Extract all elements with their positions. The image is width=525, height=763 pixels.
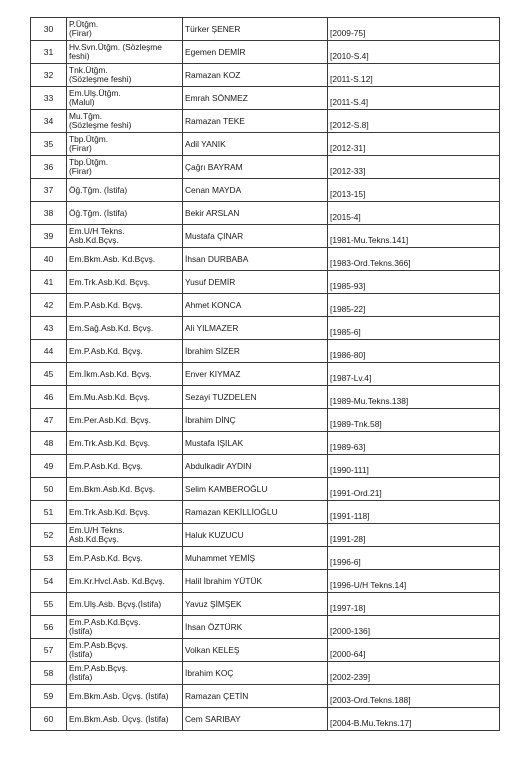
- rank-cell: P.Ütğm. (Firar): [67, 18, 183, 41]
- reference-cell: [2012-S.8]: [328, 110, 500, 133]
- rank-cell: Em.Bkm.Asb. Üçvş. (İstifa): [67, 685, 183, 708]
- row-number-cell: 51: [31, 501, 67, 524]
- name-cell: Cem SARIBAY: [183, 708, 328, 731]
- name-cell: Volkan KELEŞ: [183, 639, 328, 662]
- rank-cell: Em.P.Asb.Bçvş. (İstifa): [67, 662, 183, 685]
- row-number-cell: 36: [31, 156, 67, 179]
- row-number-cell: 56: [31, 616, 67, 639]
- name-cell: Emrah SÖNMEZ: [183, 87, 328, 110]
- rank-cell: Em.Ulş.Ütğm. (Malul): [67, 87, 183, 110]
- table-row: [31, 593, 500, 616]
- reference-cell: [2009-75]: [328, 18, 500, 41]
- reference-cell: [1997-18]: [328, 593, 500, 616]
- row-number-cell: 49: [31, 455, 67, 478]
- row-number-cell: 53: [31, 547, 67, 570]
- personnel-table: [30, 17, 500, 731]
- rank-cell: Em.P.Asb.Kd.Bçvş. (İstifa): [67, 616, 183, 639]
- rank-cell: Tbp.Ütğm. (Firar): [67, 156, 183, 179]
- table-row: [31, 340, 500, 363]
- rank-cell: Tbp.Ütğm. (Firar): [67, 133, 183, 156]
- reference-cell: [2000-136]: [328, 616, 500, 639]
- row-number-cell: 45: [31, 363, 67, 386]
- rank-cell: Öğ.Tğm. (İstifa): [67, 202, 183, 225]
- name-cell: Yavuz ŞİMŞEK: [183, 593, 328, 616]
- row-number-cell: 60: [31, 708, 67, 731]
- table-row: [31, 639, 500, 662]
- reference-cell: [2004-B.Mu.Tekns.17]: [328, 708, 500, 731]
- row-number-cell: 52: [31, 524, 67, 547]
- table-row: [31, 524, 500, 547]
- rank-cell: Hv.Svn.Ütğm. (Sözleşme feshi): [67, 41, 183, 64]
- name-cell: Ahmet KONCA: [183, 294, 328, 317]
- row-number-cell: 30: [31, 18, 67, 41]
- table-row: [31, 662, 500, 685]
- rank-cell: Em.P.Asb.Kd. Bçvş.: [67, 294, 183, 317]
- table-row: [31, 616, 500, 639]
- reference-cell: [1990-111]: [328, 455, 500, 478]
- table-row: [31, 110, 500, 133]
- table-row: [31, 225, 500, 248]
- name-cell: Ramazan TEKE: [183, 110, 328, 133]
- reference-cell: [1989-Tnk.58]: [328, 409, 500, 432]
- rank-cell: Em.Bkm.Asb.Kd. Bçvş.: [67, 478, 183, 501]
- table-row: [31, 133, 500, 156]
- reference-cell: [1991-28]: [328, 524, 500, 547]
- row-number-cell: 37: [31, 179, 67, 202]
- row-number-cell: 55: [31, 593, 67, 616]
- name-cell: Ramazan ÇETİN: [183, 685, 328, 708]
- row-number-cell: 39: [31, 225, 67, 248]
- table-row: [31, 386, 500, 409]
- rank-cell: Em.U/H Tekns. Asb.Kd.Bçvş.: [67, 225, 183, 248]
- name-cell: Ramazan KEKİLLİOĞLU: [183, 501, 328, 524]
- name-cell: İbrahim DİNÇ: [183, 409, 328, 432]
- name-cell: Ali YILMAZER: [183, 317, 328, 340]
- reference-cell: [2000-64]: [328, 639, 500, 662]
- row-number-cell: 31: [31, 41, 67, 64]
- reference-cell: [1987-Lv.4]: [328, 363, 500, 386]
- name-cell: Ramazan KOZ: [183, 64, 328, 87]
- name-cell: Enver KIYMAZ: [183, 363, 328, 386]
- rank-cell: Em.P.Asb.Kd. Bçvş.: [67, 547, 183, 570]
- name-cell: İhsan DURBABA: [183, 248, 328, 271]
- row-number-cell: 47: [31, 409, 67, 432]
- reference-cell: [2010-S.4]: [328, 41, 500, 64]
- rank-cell: Em.Trk.Asb.Kd. Bçvş.: [67, 501, 183, 524]
- row-number-cell: 58: [31, 662, 67, 685]
- name-cell: Egemen DEMİR: [183, 41, 328, 64]
- table-row: [31, 179, 500, 202]
- row-number-cell: 33: [31, 87, 67, 110]
- rank-cell: Em.İkm.Asb.Kd. Bçvş.: [67, 363, 183, 386]
- row-number-cell: 32: [31, 64, 67, 87]
- rank-cell: Em.P.Asb.Kd. Bçvş.: [67, 455, 183, 478]
- table-row: [31, 87, 500, 110]
- table-row: [31, 708, 500, 731]
- reference-cell: [2015-4]: [328, 202, 500, 225]
- rank-cell: Em.Ulş.Asb. Bçvş.(İstifa): [67, 593, 183, 616]
- reference-cell: [1985-93]: [328, 271, 500, 294]
- table-row: [31, 248, 500, 271]
- reference-cell: [1991-118]: [328, 501, 500, 524]
- name-cell: İbrahim SİZER: [183, 340, 328, 363]
- rank-cell: Öğ.Tğm. (İstifa): [67, 179, 183, 202]
- table-row: [31, 202, 500, 225]
- name-cell: İhsan ÖZTÜRK: [183, 616, 328, 639]
- reference-cell: [2002-239]: [328, 662, 500, 685]
- reference-cell: [2012-33]: [328, 156, 500, 179]
- name-cell: İbrahim KOÇ: [183, 662, 328, 685]
- name-cell: Yusuf DEMİR: [183, 271, 328, 294]
- rank-cell: Em.Bkm.Asb. Kd.Bçvş.: [67, 248, 183, 271]
- reference-cell: [1989-Mu.Tekns.138]: [328, 386, 500, 409]
- table-row: [31, 317, 500, 340]
- table-row: [31, 156, 500, 179]
- name-cell: Adil YANIK: [183, 133, 328, 156]
- row-number-cell: 41: [31, 271, 67, 294]
- name-cell: Türker ŞENER: [183, 18, 328, 41]
- rank-cell: Em.Sağ.Asb.Kd. Bçvş.: [67, 317, 183, 340]
- row-number-cell: 42: [31, 294, 67, 317]
- name-cell: Haluk KUZUCU: [183, 524, 328, 547]
- personnel-table-body: [31, 18, 500, 731]
- row-number-cell: 57: [31, 639, 67, 662]
- reference-cell: [1983-Ord.Tekns.366]: [328, 248, 500, 271]
- row-number-cell: 48: [31, 432, 67, 455]
- rank-cell: Em.Kr.Hvcl.Asb. Kd.Bçvş.: [67, 570, 183, 593]
- table-row: [31, 41, 500, 64]
- reference-cell: [2011-S.4]: [328, 87, 500, 110]
- reference-cell: [2013-15]: [328, 179, 500, 202]
- reference-cell: [1981-Mu.Tekns.141]: [328, 225, 500, 248]
- row-number-cell: 35: [31, 133, 67, 156]
- rank-cell: Em.Mu.Asb.Kd. Bçvş.: [67, 386, 183, 409]
- rank-cell: Em.P.Asb.Bçvş. (İstifa): [67, 639, 183, 662]
- reference-cell: [1986-80]: [328, 340, 500, 363]
- rank-cell: Em.Trk.Asb.Kd. Bçvş.: [67, 432, 183, 455]
- rank-cell: Em.Per.Asb.Kd. Bçvş.: [67, 409, 183, 432]
- table-row: [31, 685, 500, 708]
- name-cell: Mustafa IŞILAK: [183, 432, 328, 455]
- reference-cell: [2012-31]: [328, 133, 500, 156]
- rank-cell: Em.P.Asb.Kd. Bçvş.: [67, 340, 183, 363]
- reference-cell: [2011-S.12]: [328, 64, 500, 87]
- table-row: [31, 432, 500, 455]
- rank-cell: Em.Bkm.Asb. Üçvş. (İstifa): [67, 708, 183, 731]
- row-number-cell: 40: [31, 248, 67, 271]
- row-number-cell: 43: [31, 317, 67, 340]
- table-row: [31, 363, 500, 386]
- table-row: [31, 64, 500, 87]
- reference-cell: [1996-U/H Tekns.14]: [328, 570, 500, 593]
- personnel-list-sheet: [30, 17, 499, 731]
- row-number-cell: 50: [31, 478, 67, 501]
- table-row: [31, 18, 500, 41]
- table-row: [31, 547, 500, 570]
- name-cell: Muhammet YEMİŞ: [183, 547, 328, 570]
- table-row: [31, 570, 500, 593]
- table-row: [31, 455, 500, 478]
- table-row: [31, 271, 500, 294]
- name-cell: Halil İbrahim YÜTÜK: [183, 570, 328, 593]
- name-cell: Cenan MAYDA: [183, 179, 328, 202]
- rank-cell: Em.U/H Tekns. Asb.Kd.Bçvş.: [67, 524, 183, 547]
- reference-cell: [1989-63]: [328, 432, 500, 455]
- table-row: [31, 501, 500, 524]
- reference-cell: [1985-22]: [328, 294, 500, 317]
- name-cell: Selim KAMBEROĞLU: [183, 478, 328, 501]
- name-cell: Çağrı BAYRAM: [183, 156, 328, 179]
- row-number-cell: 59: [31, 685, 67, 708]
- reference-cell: [1991-Ord.21]: [328, 478, 500, 501]
- name-cell: Abdulkadir AYDIN: [183, 455, 328, 478]
- reference-cell: [1996-6]: [328, 547, 500, 570]
- row-number-cell: 46: [31, 386, 67, 409]
- name-cell: Mustafa ÇINAR: [183, 225, 328, 248]
- table-row: [31, 478, 500, 501]
- reference-cell: [1985-6]: [328, 317, 500, 340]
- row-number-cell: 54: [31, 570, 67, 593]
- rank-cell: Em.Trk.Asb.Kd. Bçvş.: [67, 271, 183, 294]
- rank-cell: Mu.Tğm. (Sözleşme feshi): [67, 110, 183, 133]
- name-cell: Bekir ARSLAN: [183, 202, 328, 225]
- table-row: [31, 409, 500, 432]
- row-number-cell: 34: [31, 110, 67, 133]
- rank-cell: Tnk.Ütğm. (Sözleşme feshi): [67, 64, 183, 87]
- reference-cell: [2003-Ord.Tekns.188]: [328, 685, 500, 708]
- name-cell: Sezayi TUZDELEN: [183, 386, 328, 409]
- row-number-cell: 44: [31, 340, 67, 363]
- row-number-cell: 38: [31, 202, 67, 225]
- table-row: [31, 294, 500, 317]
